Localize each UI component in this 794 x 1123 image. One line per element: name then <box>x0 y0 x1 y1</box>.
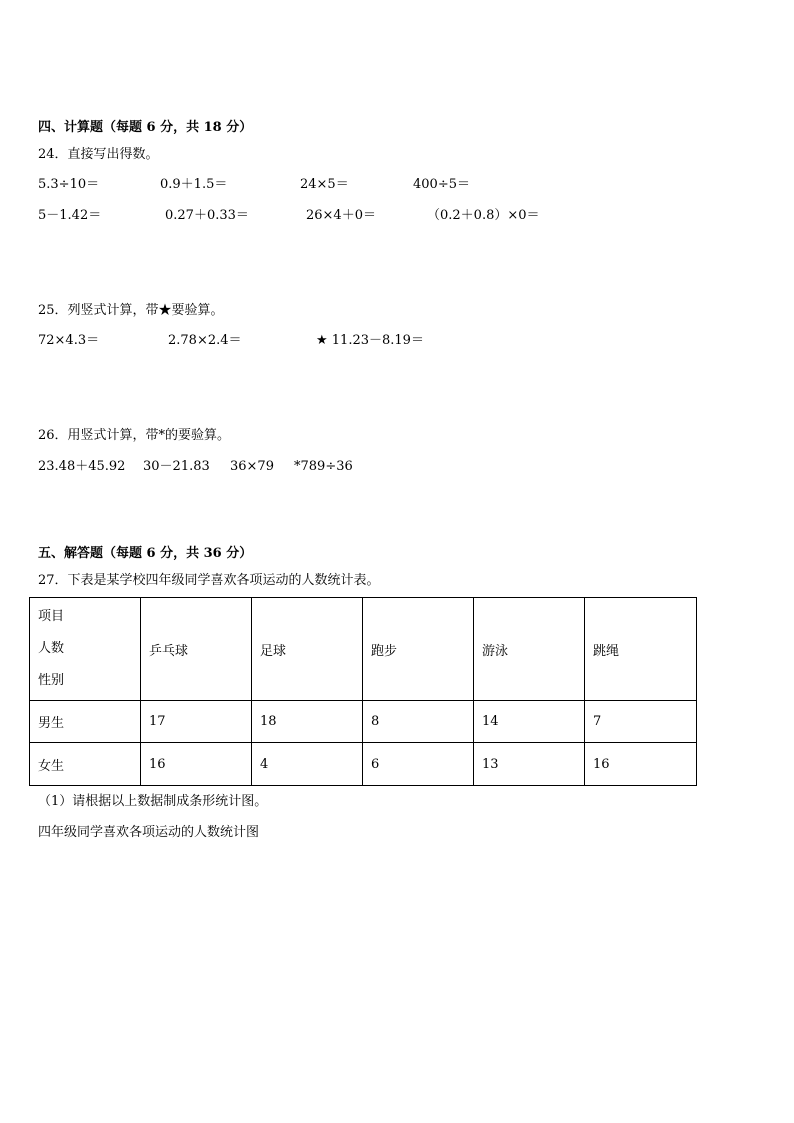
section-5-heading: 五、解答题（每题 6 分，共 36 分） <box>38 546 253 561</box>
corner-label-item: 项目 <box>38 609 65 624</box>
q25-item: 2.78×2.4＝ <box>168 333 242 348</box>
table-cell: 16 <box>141 743 252 786</box>
q26-item: 23.48＋45.92 <box>38 459 126 474</box>
table-cell: 8 <box>363 701 474 743</box>
row-label: 男生 <box>30 701 141 743</box>
q25-prompt: 25．列竖式计算，带★要验算。 <box>38 303 224 318</box>
chart-title: 四年级同学喜欢各项运动的人数统计图 <box>38 825 260 840</box>
table-cell: 18 <box>252 701 363 743</box>
q24-item: 5－1.42＝ <box>38 208 102 223</box>
table-corner-cell <box>30 598 141 701</box>
column-header: 跑步 <box>363 598 474 701</box>
column-header: 游泳 <box>474 598 585 701</box>
corner-label-gender: 性别 <box>38 673 65 688</box>
sports-stats-table <box>29 597 697 786</box>
table-cell: 4 <box>252 743 363 786</box>
table-cell: 17 <box>141 701 252 743</box>
q26-item: *789÷36 <box>294 459 353 474</box>
column-header: 足球 <box>252 598 363 701</box>
table-cell: 7 <box>585 701 697 743</box>
q24-item: 0.9＋1.5＝ <box>160 177 228 192</box>
q24-item: 24×5＝ <box>300 177 349 192</box>
table-header-row <box>30 598 697 701</box>
table-cell: 14 <box>474 701 585 743</box>
q25-item: 72×4.3＝ <box>38 333 100 348</box>
column-header: 跳绳 <box>585 598 697 701</box>
row-label: 女生 <box>30 743 141 786</box>
section-4-heading: 四、计算题（每题 6 分，共 18 分） <box>38 120 253 135</box>
q24-prompt: 24．直接写出得数。 <box>38 147 159 162</box>
table-row <box>30 701 697 743</box>
q24-item: 0.27＋0.33＝ <box>165 208 249 223</box>
table-cell: 6 <box>363 743 474 786</box>
q24-item: （0.2＋0.8）×0＝ <box>427 208 540 223</box>
q24-item: 5.3÷10＝ <box>38 177 100 192</box>
q26-prompt: 26．用竖式计算，带*的要验算。 <box>38 428 231 443</box>
q27-prompt: 27．下表是某学校四年级同学喜欢各项运动的人数统计表。 <box>38 573 380 588</box>
table-cell: 13 <box>474 743 585 786</box>
q24-item: 400÷5＝ <box>413 177 470 192</box>
table-cell: 16 <box>585 743 697 786</box>
q26-item: 36×79 <box>230 459 274 474</box>
q26-item: 30－21.83 <box>143 459 210 474</box>
q27-subquestion-1: （1）请根据以上数据制成条形统计图。 <box>38 794 268 809</box>
q25-item: ★ 11.23－8.19＝ <box>316 333 424 348</box>
column-header: 乒乓球 <box>141 598 252 701</box>
table-row <box>30 743 697 786</box>
corner-label-count: 人数 <box>38 641 65 656</box>
q24-item: 26×4＋0＝ <box>306 208 376 223</box>
